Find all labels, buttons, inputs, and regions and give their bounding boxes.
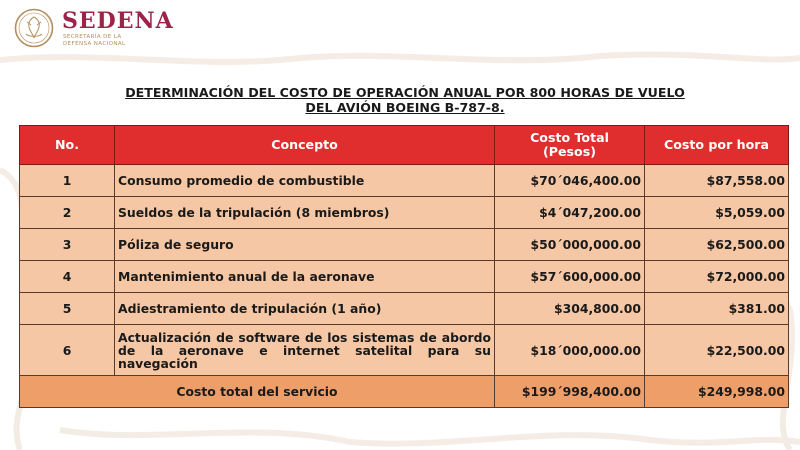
total-row (20, 376, 789, 408)
total-label: Costo total del servicio (20, 376, 495, 408)
header-costo-hora: Costo por hora (645, 126, 789, 165)
row-costo-total: $4´047,200.00 (495, 197, 645, 229)
row-costo-total: $70´046,400.00 (495, 165, 645, 197)
table-row (20, 229, 789, 261)
row-number: 5 (20, 293, 115, 325)
header-costo-total-line-2: (Pesos) (543, 144, 596, 159)
row-costo-hora: $87,558.00 (645, 165, 789, 197)
row-concepto: Sueldos de la tripulación (8 miembros) (115, 197, 495, 229)
row-concepto: Actualización de software de los sistemas de abordo de la aeronave e internet satelital para su navegación (115, 325, 495, 376)
table-row (20, 293, 789, 325)
row-costo-total: $18´000,000.00 (495, 325, 645, 376)
row-number: 3 (20, 229, 115, 261)
row-number: 2 (20, 197, 115, 229)
total-costo-hora: $249,998.00 (645, 376, 789, 408)
table-row (20, 325, 789, 376)
row-costo-hora: $381.00 (645, 293, 789, 325)
row-costo-total: $57´600,000.00 (495, 261, 645, 293)
table-header-row (20, 126, 789, 165)
brand-subtitle: SECRETARÍA DE LA DEFENSA NACIONAL (63, 34, 126, 47)
page-header (0, 0, 800, 60)
row-costo-total: $50´000,000.00 (495, 229, 645, 261)
table-row (20, 261, 789, 293)
header-costo-total (495, 126, 645, 165)
row-concepto: Mantenimiento anual de la aeronave (115, 261, 495, 293)
title-line-1: DETERMINACIÓN DEL COSTO DE OPERACIÓN ANUAL POR 800 HORAS DE VUELO (125, 85, 685, 100)
row-number: 1 (20, 165, 115, 197)
total-costo-total: $199´998,400.00 (495, 376, 645, 408)
table-row (20, 197, 789, 229)
row-concepto: Póliza de seguro (115, 229, 495, 261)
table-row (20, 165, 789, 197)
national-seal-icon (14, 8, 54, 48)
brand-logo-text: SEDENA (62, 8, 174, 34)
row-concepto: Adiestramiento de tripulación (1 año) (115, 293, 495, 325)
row-costo-hora: $72,000.00 (645, 261, 789, 293)
header-costo-total-line-1: Costo Total (530, 130, 609, 145)
document-title (60, 85, 750, 115)
header-no: No. (20, 126, 115, 165)
row-number: 4 (20, 261, 115, 293)
row-number: 6 (20, 325, 115, 376)
row-costo-hora: $62,500.00 (645, 229, 789, 261)
title-line-2: DEL AVIÓN BOEING B-787-8. (305, 100, 505, 115)
header-concepto: Concepto (115, 126, 495, 165)
row-concepto: Consumo promedio de combustible (115, 165, 495, 197)
row-costo-hora: $22,500.00 (645, 325, 789, 376)
cost-table (19, 125, 789, 408)
row-costo-hora: $5,059.00 (645, 197, 789, 229)
row-costo-total: $304,800.00 (495, 293, 645, 325)
